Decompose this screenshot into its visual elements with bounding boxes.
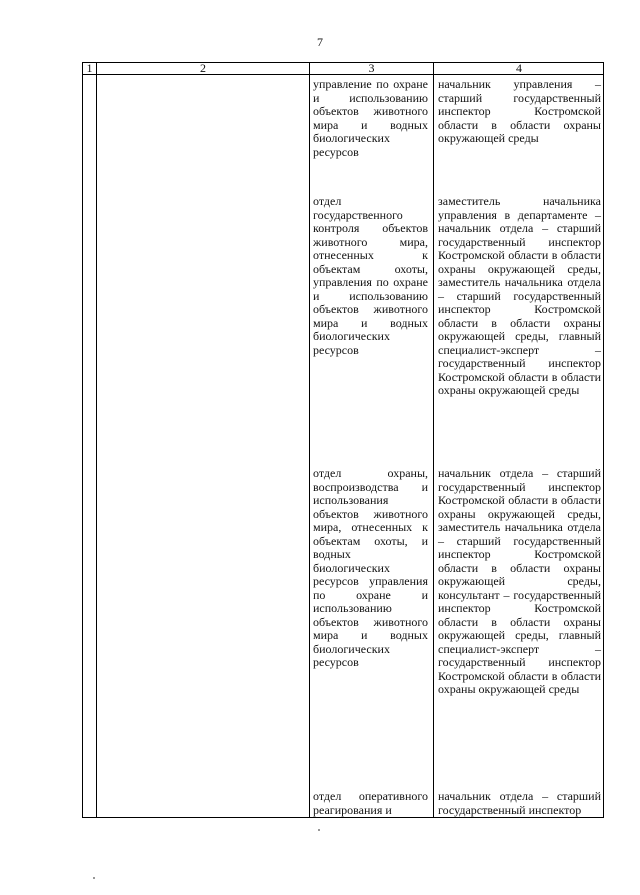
positions-cell: начальник отдела – старший государственный инспектор Костромской области в области охраны окружающей среды, заместитель начальника отдела – старший государственный инспектор Костромской области в области охраны окружающей среды, консультант – государственный инспектор Костромской области в области охраны окружающей среды, главный специалист-эксперт – государственный инспектор Костромской области в области охраны окружающей среды bbox=[438, 466, 601, 696]
column-divider bbox=[309, 63, 310, 817]
department-cell: отдел оперативного реагирования и bbox=[313, 789, 428, 817]
column-header-4: 4 bbox=[516, 61, 522, 75]
positions-table bbox=[82, 62, 604, 818]
positions-cell: заместитель начальника управления в департаменте – начальник отдела – старший государственный инспектор Костромской области в области охраны окружающей среды, заместитель начальника отдела – старший государственный инспектор Костромской области в области охраны окружающей среды, главный специалист-эксперт – государственный инспектор Костромской области в области охраны окружающей среды bbox=[438, 194, 601, 397]
positions-cell: начальник отдела – старший государственный инспектор bbox=[438, 789, 601, 817]
department-cell: управление по охране и использованию объектов животного мира и водных биологических ресурсов bbox=[313, 77, 428, 159]
page-number: 7 bbox=[317, 35, 323, 49]
column-divider bbox=[96, 63, 97, 817]
department-cell: отдел охраны, воспроизводства и использования объектов животного мира, отнесенных к объектам охоты, и водных биологических ресурсов управления по охране и использованию объектов животного мира и водных биологических ресурсов bbox=[313, 466, 428, 669]
column-divider bbox=[433, 63, 434, 817]
column-header-1: 1 bbox=[86, 61, 93, 75]
scan-speck bbox=[93, 877, 95, 879]
column-header-3: 3 bbox=[368, 61, 375, 75]
header-divider bbox=[83, 74, 603, 75]
scan-speck bbox=[318, 829, 320, 831]
positions-cell: начальник управления – старший государственный инспектор Костромской области в области охраны окружающей среды bbox=[438, 77, 601, 145]
column-header-2: 2 bbox=[200, 61, 206, 75]
department-cell: отдел государственного контроля объектов животного мира, отнесенных к объектам охоты, управления по охране и использованию объектов животного мира и водных биологических ресурсов bbox=[313, 194, 428, 357]
